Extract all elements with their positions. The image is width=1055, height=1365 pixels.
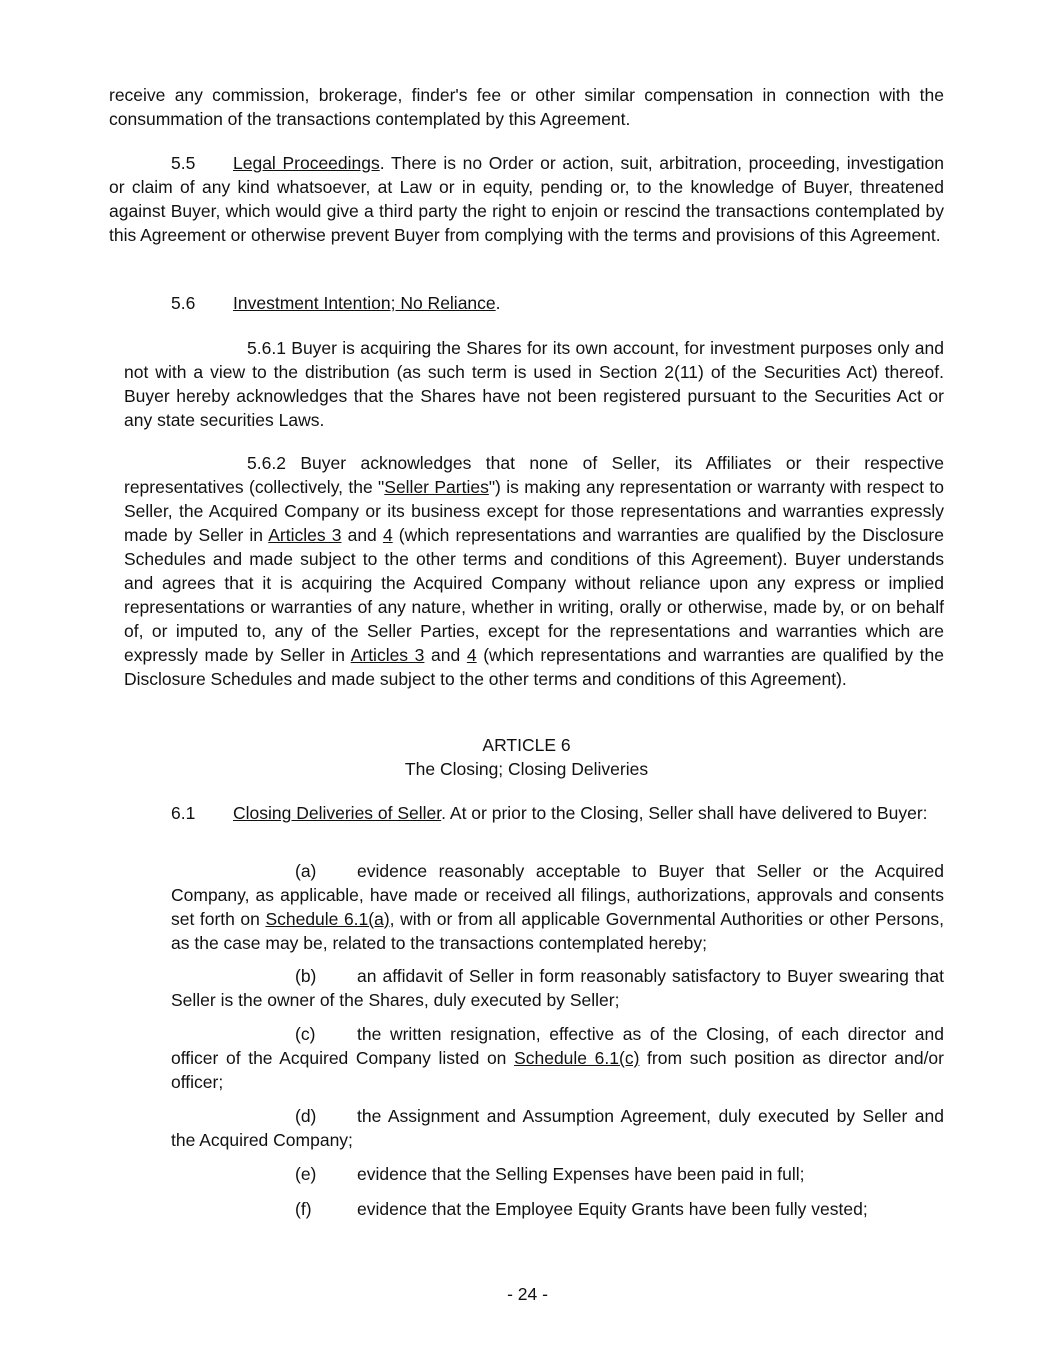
text-part: (which representations and warranties are qualified by the Disclosure Schedules and made subject to the other terms and conditions of this Agreement). <box>124 645 944 689</box>
section-number: 6.1 <box>171 803 196 823</box>
item-text: the written resignation, effective as of the Closing, of each director and officer of the Acquired Company listed on <box>171 1024 944 1068</box>
section-5-6 <box>171 291 944 315</box>
section-5-6-2 <box>124 451 944 691</box>
text-part: ") is making any representation or warranty with respect to Seller, the Acquired Company or its business except for those representations and warranties expressly made by Seller in <box>124 477 945 545</box>
paragraph-text: receive any commission, brokerage, finder's fee or other similar compensation in connection with the consummation of the transactions contemplated by this Agreement. <box>109 85 944 129</box>
section-heading: Investment Intention; No Reliance <box>233 293 496 313</box>
article-title: ARTICLE 6 <box>482 735 571 755</box>
item-label: (f) <box>295 1199 312 1219</box>
schedule-reference: Schedule 6.1(c) <box>514 1048 640 1068</box>
text-part: Buyer acknowledges that none of Seller, its Affiliates or their respective representatives (collectively, the " <box>124 453 944 497</box>
item-text: an affidavit of Seller in form reasonably satisfactory to Buyer swearing that Seller is the owner of the Shares, duly executed by Seller; <box>171 966 944 1010</box>
section-number: 5.5 <box>171 153 196 173</box>
list-item-e <box>171 1162 944 1186</box>
item-label: (c) <box>295 1024 316 1044</box>
item-label: (a) <box>295 861 317 881</box>
item-text: evidence that the Employee Equity Grants have been fully vested; <box>357 1199 868 1219</box>
defined-term-seller-parties: Seller Parties <box>384 477 489 497</box>
list-item-c <box>171 1022 944 1094</box>
section-text: . At or prior to the Closing, Seller shall have delivered to Buyer: <box>441 803 928 823</box>
text-part: and <box>424 645 467 665</box>
section-number: 5.6.2 <box>247 453 286 473</box>
item-text: evidence that the Selling Expenses have been paid in full; <box>357 1164 805 1184</box>
section-number: 5.6 <box>171 293 196 313</box>
item-label: (b) <box>295 966 317 986</box>
text-part: (which representations and warranties are qualified by the Disclosure Schedules and made subject to the other terms and conditions of this Agreement). Buyer understands and agrees that it is acquiring the Acquired Company without reliance upon any express or implied representations or warranties of any nature, whether in writing, orally or otherwise, made by, or on behalf of, or imputed to, any of the Seller Parties, except for the representations and warranties which are expressly made by Seller in <box>124 525 944 665</box>
item-label: (e) <box>295 1164 317 1184</box>
list-item-f <box>171 1197 944 1221</box>
item-text: the Assignment and Assumption Agreement, duly executed by Seller and the Acquired Company; <box>171 1106 944 1150</box>
item-text: from such position as director and/or officer; <box>171 1048 944 1092</box>
schedule-reference: Schedule 6.1(a) <box>265 909 390 929</box>
section-text: Buyer is acquiring the Shares for its own account, for investment purposes only and not with a view to the distribution (as such term is used in Section 2(11) of the Securities Act) thereof. Buyer hereby acknowledges that the Shares have not been registered pursuant to the Securities Act or any state securities Laws. <box>124 338 944 430</box>
section-heading: Legal Proceedings <box>233 153 380 173</box>
item-text: , with or from all applicable Governmental Authorities or other Persons, as the case may be, related to the transactions contemplated hereby; <box>171 909 944 953</box>
section-6-1 <box>109 801 944 825</box>
page-number: - 24 - <box>507 1284 548 1304</box>
articles-3-reference: Articles 3 <box>350 645 425 665</box>
paragraph-continuation <box>109 83 944 131</box>
section-text: . There is no Order or action, suit, arbitration, proceeding, investigation or claim of any kind whatsoever, at Law or in equity, pending or, to the knowledge of Buyer, threatened against Buyer, which would give a third party the right to enjoin or rescind the transactions contemplated by this Agreement or otherwise prevent Buyer from complying with the terms and provisions of this Agreement. <box>109 153 945 245</box>
section-tail: . <box>495 293 501 313</box>
text-part: and <box>341 525 383 545</box>
list-item-a <box>171 859 944 955</box>
section-5-6-1 <box>124 336 944 432</box>
section-heading: Closing Deliveries of Seller <box>233 803 442 823</box>
article-subtitle: The Closing; Closing Deliveries <box>404 759 649 779</box>
articles-3-reference: Articles 3 <box>268 525 342 545</box>
article-heading <box>109 733 944 781</box>
article-4-reference: 4 <box>466 645 477 665</box>
item-text: evidence reasonably acceptable to Buyer that Seller or the Acquired Company, as applicable, have made or received all filings, authorizations, approvals and consents set forth on <box>171 861 944 929</box>
section-number: 5.6.1 <box>247 338 286 358</box>
list-item-b <box>171 964 944 1012</box>
item-label: (d) <box>295 1106 317 1126</box>
list-item-d <box>171 1104 944 1152</box>
section-5-5 <box>109 151 944 247</box>
article-4-reference: 4 <box>382 525 393 545</box>
